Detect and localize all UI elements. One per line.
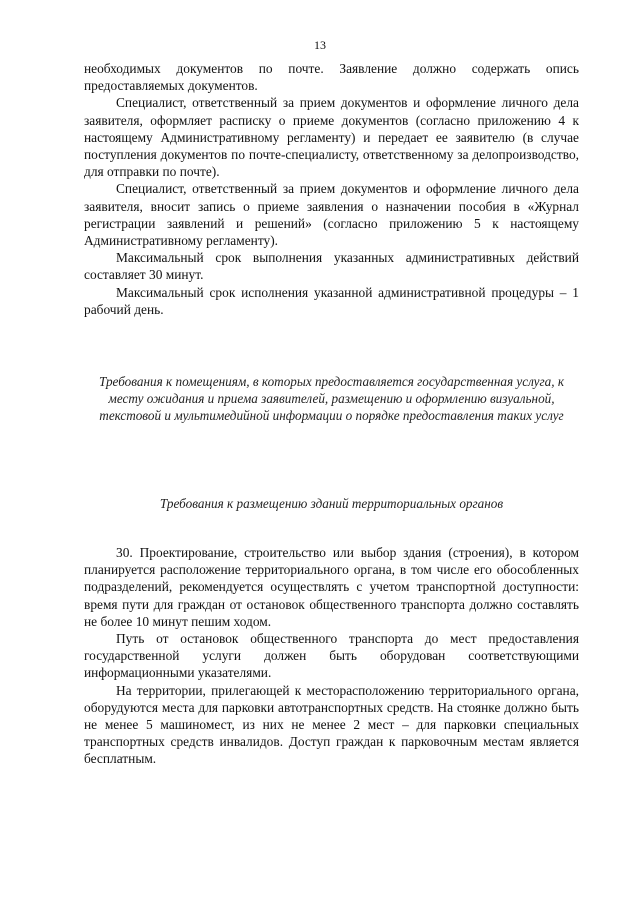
heading-buildings-requirements: Требования к размещению зданий территориальных органов [159, 496, 504, 511]
paragraph-continuation: необходимых документов по почте. Заявление должно содержать опись предоставляемых документов. [84, 61, 579, 94]
bottom-text-section [84, 544, 579, 768]
heading-premises-requirements: Требования к помещениям, в которых предоставляется государственная услуга, к месту ожидания и приема заявителей, размещению и оформлению визуальной, текстовой и мультимедийной информации о порядке предоставления таких услуг [98, 374, 565, 424]
paragraph-signage: Путь от остановок общественного транспорта до мест предоставления государственной услуги должен быть оборудован соответствующими информационными указателями. [84, 631, 579, 681]
paragraph-receipt: Специалист, ответственный за прием документов и оформление личного дела заявителя, оформляет расписку о приеме документов (согласно приложению 4 к настоящему Административному регламенту) и передает ее заявителю (в случае поступления документов по почте-специалисту, ответственному за делопроизводство, для отправки по почте). [84, 95, 579, 180]
paragraph-max-procedure-time: Максимальный срок исполнения указанной административной процедуры – 1 рабочий день. [84, 284, 579, 317]
top-text-section [84, 60, 579, 318]
paragraph-item-30: 30. Проектирование, строительство или выбор здания (строения), в котором планируется расположение территориального органа, в том числе его обособленных подразделений, рекомендуется осуществлять с учетом транспортной доступности: время пути для граждан от остановок общественного транспорта должно составлять не более 10 минут пешим ходом. [84, 545, 579, 629]
paragraph-parking: На территории, прилегающей к месторасположению территориального органа, оборудуются места для парковки автотранспортных средств. На стоянке должно быть не менее 5 машиномест, из них не менее 2 мест – для парковки специальных транспортных средств инвалидов. Доступ граждан к парковочным местам является бесплатным. [84, 682, 579, 767]
paragraph-max-actions-time: Максимальный срок выполнения указанных административных действий составляет 30 минут. [84, 250, 579, 283]
page-number: 13 [314, 38, 326, 52]
paragraph-journal-record: Специалист, ответственный за прием документов и оформление личного дела заявителя, вносит запись о приеме заявления о назначении пособия в «Журнал регистрации заявлений и решений» (согласно приложению 5 к настоящему Административному регламенту). [84, 181, 579, 249]
